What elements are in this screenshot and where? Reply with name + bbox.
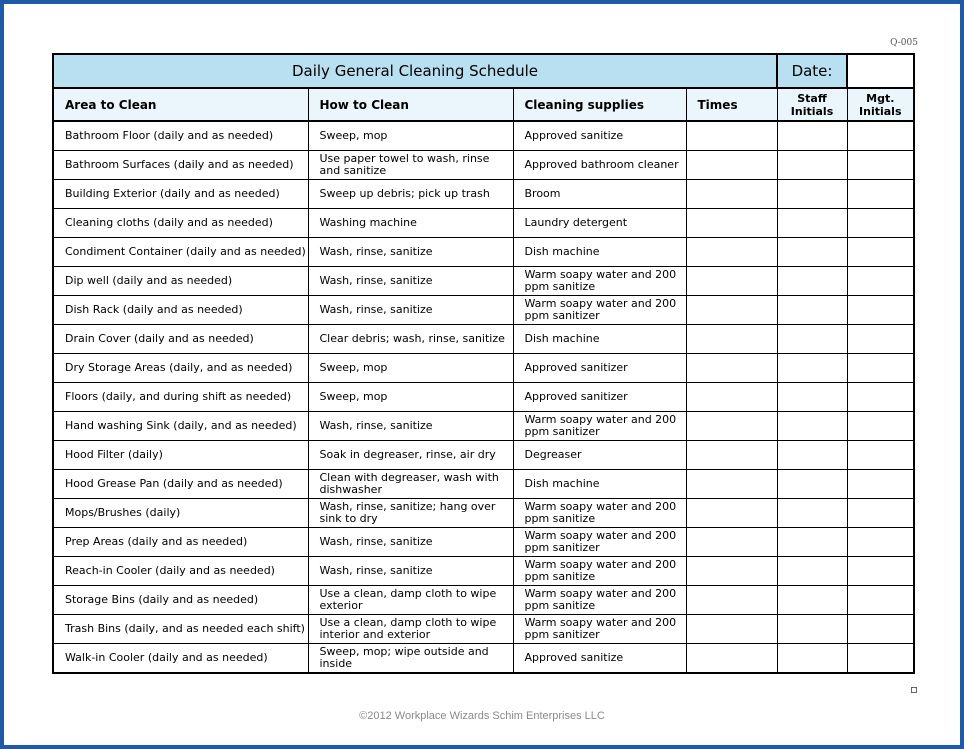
area-cell: Dry Storage Areas (daily, and as needed)	[53, 354, 308, 383]
times-cell[interactable]	[686, 499, 777, 528]
mgt-initials-cell[interactable]	[847, 499, 914, 528]
header-staff-line1: Staff	[797, 91, 827, 105]
times-cell[interactable]	[686, 209, 777, 238]
mgt-initials-cell[interactable]	[847, 121, 914, 151]
copyright-footer: ©2012 Workplace Wizards Schim Enterprises LLC	[359, 710, 605, 722]
supplies-cell: Dish machine	[513, 325, 686, 354]
supplies-cell: Approved sanitize	[513, 644, 686, 674]
area-cell: Bathroom Floor (daily and as needed)	[53, 121, 308, 151]
area-cell: Bathroom Surfaces (daily and as needed)	[53, 151, 308, 180]
staff-initials-cell[interactable]	[777, 296, 847, 325]
table-row	[53, 644, 914, 674]
mgt-initials-cell[interactable]	[847, 441, 914, 470]
staff-initials-cell[interactable]	[777, 209, 847, 238]
table-row	[53, 528, 914, 557]
area-cell: Condiment Container (daily and as needed)	[53, 238, 308, 267]
mgt-initials-cell[interactable]	[847, 180, 914, 209]
area-cell: Storage Bins (daily and as needed)	[53, 586, 308, 615]
staff-initials-cell[interactable]	[777, 267, 847, 296]
area-cell: Cleaning cloths (daily and as needed)	[53, 209, 308, 238]
table-row	[53, 325, 914, 354]
mgt-initials-cell[interactable]	[847, 557, 914, 586]
staff-initials-cell[interactable]	[777, 586, 847, 615]
table-row	[53, 441, 914, 470]
area-cell: Hood Filter (daily)	[53, 441, 308, 470]
table-row	[53, 615, 914, 644]
area-cell: Hood Grease Pan (daily and as needed)	[53, 470, 308, 499]
mgt-initials-cell[interactable]	[847, 296, 914, 325]
how-cell: Washing machine	[308, 209, 513, 238]
how-cell: Sweep up debris; pick up trash	[308, 180, 513, 209]
staff-initials-cell[interactable]	[777, 238, 847, 267]
area-cell: Dip well (daily and as needed)	[53, 267, 308, 296]
schedule-title: Daily General Cleaning Schedule	[53, 54, 777, 88]
header-how: How to Clean	[308, 88, 513, 121]
supplies-cell: Warm soapy water and 200 ppm sanitize	[513, 586, 686, 615]
supplies-cell: Warm soapy water and 200 ppm sanitizer	[513, 615, 686, 644]
times-cell[interactable]	[686, 586, 777, 615]
header-area: Area to Clean	[53, 88, 308, 121]
mgt-initials-cell[interactable]	[847, 615, 914, 644]
header-supplies: Cleaning supplies	[513, 88, 686, 121]
times-cell[interactable]	[686, 151, 777, 180]
times-cell[interactable]	[686, 528, 777, 557]
how-cell: Wash, rinse, sanitize	[308, 238, 513, 267]
form-code: Q-005	[890, 38, 918, 48]
header-mgt-line1: Mgt.	[866, 91, 895, 105]
table-row	[53, 296, 914, 325]
mgt-initials-cell[interactable]	[847, 644, 914, 674]
times-cell[interactable]	[686, 325, 777, 354]
times-cell[interactable]	[686, 412, 777, 441]
area-cell: Trash Bins (daily, and as needed each shift)	[53, 615, 308, 644]
area-cell: Dish Rack (daily and as needed)	[53, 296, 308, 325]
mgt-initials-cell[interactable]	[847, 528, 914, 557]
how-cell: Clear debris; wash, rinse, sanitize	[308, 325, 513, 354]
staff-initials-cell[interactable]	[777, 470, 847, 499]
header-staff-line2: Initials	[790, 104, 834, 118]
staff-initials-cell[interactable]	[777, 121, 847, 151]
supplies-cell: Warm soapy water and 200 ppm sanitizer	[513, 412, 686, 441]
header-mgt-line2: Initials	[859, 104, 902, 118]
how-cell: Wash, rinse, sanitize	[308, 557, 513, 586]
how-cell: Clean with degreaser, wash with dishwasher	[308, 470, 513, 499]
area-cell: Walk-in Cooler (daily and as needed)	[53, 644, 308, 674]
table-row	[53, 180, 914, 209]
table-row	[53, 557, 914, 586]
how-cell: Sweep, mop; wipe outside and inside	[308, 644, 513, 674]
mgt-initials-cell[interactable]	[847, 412, 914, 441]
table-row	[53, 209, 914, 238]
times-cell[interactable]	[686, 383, 777, 412]
how-cell: Use a clean, damp cloth to wipe exterior	[308, 586, 513, 615]
mgt-initials-cell[interactable]	[847, 354, 914, 383]
table-row	[53, 354, 914, 383]
staff-initials-cell[interactable]	[777, 528, 847, 557]
times-cell[interactable]	[686, 354, 777, 383]
table-row	[53, 586, 914, 615]
supplies-cell: Approved sanitizer	[513, 383, 686, 412]
times-cell[interactable]	[686, 296, 777, 325]
table-row	[53, 470, 914, 499]
how-cell: Wash, rinse, sanitize	[308, 412, 513, 441]
area-cell: Prep Areas (daily and as needed)	[53, 528, 308, 557]
mgt-initials-cell[interactable]	[847, 151, 914, 180]
header-row	[53, 88, 914, 121]
header-mgt-initials	[847, 88, 914, 121]
table-row	[53, 412, 914, 441]
staff-initials-cell[interactable]	[777, 644, 847, 674]
mgt-initials-cell[interactable]	[847, 586, 914, 615]
staff-initials-cell[interactable]	[777, 557, 847, 586]
how-cell: Wash, rinse, sanitize	[308, 267, 513, 296]
header-staff-initials	[777, 88, 847, 121]
times-cell[interactable]	[686, 121, 777, 151]
area-cell: Reach-in Cooler (daily and as needed)	[53, 557, 308, 586]
times-cell[interactable]	[686, 470, 777, 499]
times-cell[interactable]	[686, 644, 777, 674]
how-cell: Use a clean, damp cloth to wipe interior and exterior	[308, 615, 513, 644]
how-cell: Sweep, mop	[308, 383, 513, 412]
supplies-cell: Broom	[513, 180, 686, 209]
supplies-cell: Warm soapy water and 200 ppm sanitize	[513, 499, 686, 528]
area-cell: Floors (daily, and during shift as needed)	[53, 383, 308, 412]
header-times: Times	[686, 88, 777, 121]
staff-initials-cell[interactable]	[777, 615, 847, 644]
staff-initials-cell[interactable]	[777, 325, 847, 354]
table-row	[53, 383, 914, 412]
cleaning-schedule-table	[52, 53, 915, 674]
date-label: Date:	[777, 54, 847, 88]
supplies-cell: Dish machine	[513, 470, 686, 499]
mgt-initials-cell[interactable]	[847, 470, 914, 499]
supplies-cell: Approved sanitizer	[513, 354, 686, 383]
supplies-cell: Warm soapy water and 200 ppm sanitizer	[513, 528, 686, 557]
table-row	[53, 151, 914, 180]
how-cell: Wash, rinse, sanitize	[308, 528, 513, 557]
how-cell: Wash, rinse, sanitize	[308, 296, 513, 325]
area-cell: Mops/Brushes (daily)	[53, 499, 308, 528]
staff-initials-cell[interactable]	[777, 499, 847, 528]
supplies-cell: Warm soapy water and 200 ppm sanitize	[513, 557, 686, 586]
mgt-initials-cell[interactable]	[847, 209, 914, 238]
staff-initials-cell[interactable]	[777, 151, 847, 180]
supplies-cell: Warm soapy water and 200 ppm sanitize	[513, 267, 686, 296]
staff-initials-cell[interactable]	[777, 354, 847, 383]
area-cell: Building Exterior (daily and as needed)	[53, 180, 308, 209]
times-cell[interactable]	[686, 557, 777, 586]
how-cell: Use paper towel to wash, rinse and sanitize	[308, 151, 513, 180]
supplies-cell: Approved sanitize	[513, 121, 686, 151]
mgt-initials-cell[interactable]	[847, 267, 914, 296]
times-cell[interactable]	[686, 615, 777, 644]
area-cell: Drain Cover (daily and as needed)	[53, 325, 308, 354]
supplies-cell: Dish machine	[513, 238, 686, 267]
times-cell[interactable]	[686, 180, 777, 209]
corner-marker	[911, 687, 917, 693]
mgt-initials-cell[interactable]	[847, 383, 914, 412]
staff-initials-cell[interactable]	[777, 441, 847, 470]
table-row	[53, 499, 914, 528]
supplies-cell: Degreaser	[513, 441, 686, 470]
table-row	[53, 267, 914, 296]
table-row	[53, 121, 914, 151]
supplies-cell: Laundry detergent	[513, 209, 686, 238]
times-cell[interactable]	[686, 267, 777, 296]
mgt-initials-cell[interactable]	[847, 238, 914, 267]
how-cell: Sweep, mop	[308, 121, 513, 151]
date-field[interactable]	[847, 54, 914, 88]
times-cell[interactable]	[686, 238, 777, 267]
supplies-cell: Warm soapy water and 200 ppm sanitizer	[513, 296, 686, 325]
area-cell: Hand washing Sink (daily, and as needed)	[53, 412, 308, 441]
how-cell: Soak in degreaser, rinse, air dry	[308, 441, 513, 470]
how-cell: Wash, rinse, sanitize; hang over sink to dry	[308, 499, 513, 528]
supplies-cell: Approved bathroom cleaner	[513, 151, 686, 180]
how-cell: Sweep, mop	[308, 354, 513, 383]
staff-initials-cell[interactable]	[777, 412, 847, 441]
staff-initials-cell[interactable]	[777, 383, 847, 412]
times-cell[interactable]	[686, 441, 777, 470]
table-row	[53, 238, 914, 267]
staff-initials-cell[interactable]	[777, 180, 847, 209]
title-row	[53, 54, 914, 88]
mgt-initials-cell[interactable]	[847, 325, 914, 354]
